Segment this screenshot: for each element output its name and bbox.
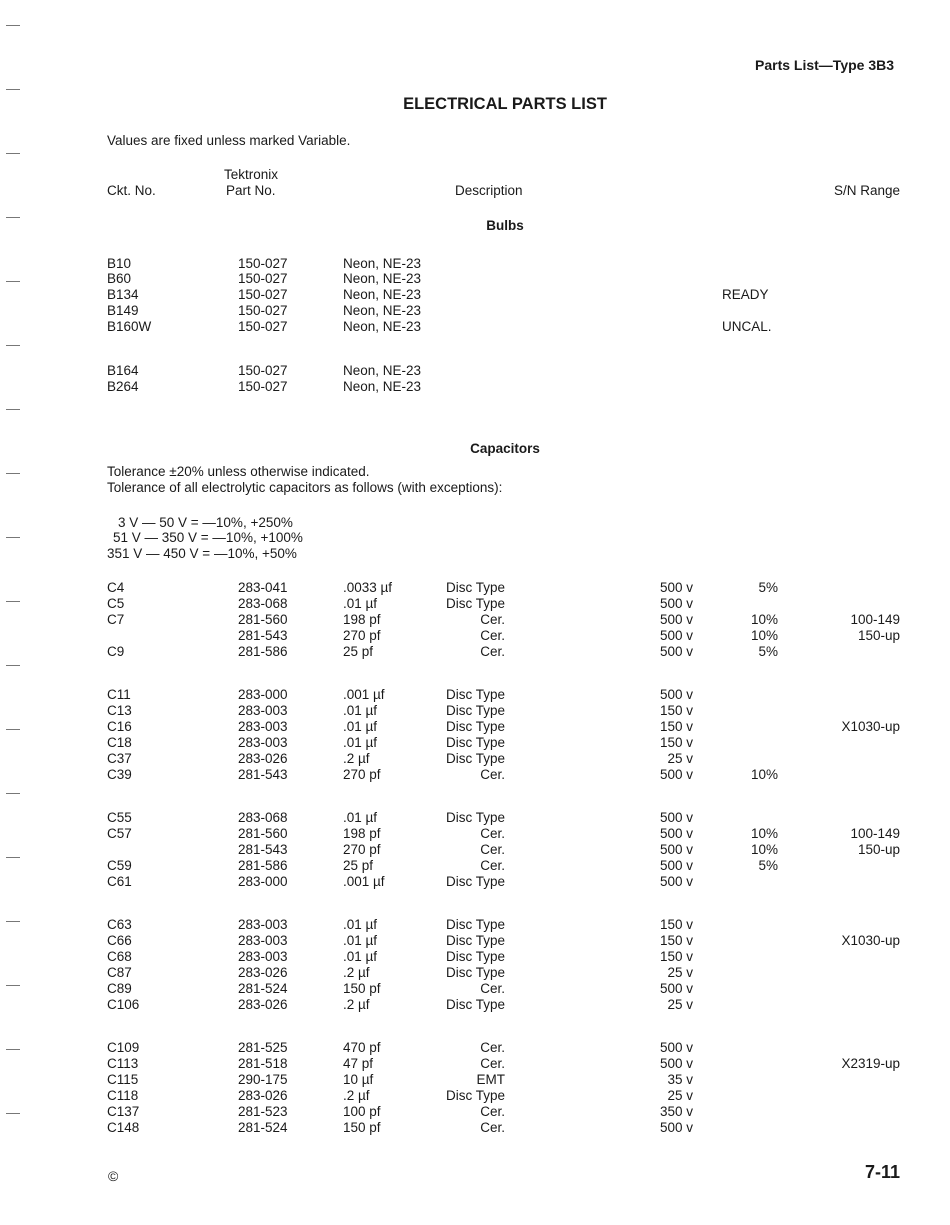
table-row <box>0 810 950 826</box>
capacitor-type: Disc Type <box>445 687 505 702</box>
ckt-number: C57 <box>107 825 132 841</box>
part-number: 283-003 <box>238 932 288 948</box>
part-number: 283-003 <box>238 718 288 734</box>
ckt-number: C109 <box>107 1040 140 1055</box>
voltage-rating: 500 v <box>659 1119 693 1135</box>
table-row <box>0 858 950 874</box>
table-row <box>0 287 950 303</box>
capacitance-value: .01 µf <box>343 718 378 734</box>
part-number: 283-026 <box>238 750 288 766</box>
table-row <box>0 319 950 335</box>
voltage-rating: 35 v <box>667 1071 693 1087</box>
indicator-label: UNCAL. <box>722 319 772 334</box>
sn-range: 100-149 <box>850 611 900 627</box>
table-row <box>0 271 950 287</box>
capacitance-value: 198 pf <box>343 825 381 841</box>
ckt-number: C61 <box>107 873 132 889</box>
capacitor-type: Disc Type <box>445 996 505 1012</box>
capacitor-type: Cer. <box>480 1103 505 1119</box>
margin-tick <box>6 345 20 346</box>
ckt-number: B164 <box>107 363 139 378</box>
capacitance-value: .01 µf <box>343 948 378 964</box>
part-number: 281-543 <box>238 627 288 643</box>
ckt-number: C137 <box>107 1103 140 1119</box>
table-row <box>0 1120 950 1136</box>
table-row <box>0 842 950 858</box>
table-row <box>0 256 950 272</box>
voltage-rating: 500 v <box>659 1055 693 1071</box>
description: Neon, NE-23 <box>343 319 422 334</box>
part-number: 281-560 <box>238 825 288 841</box>
capacitance-value: .001 µf <box>343 873 385 889</box>
capacitor-type: Disc Type <box>445 718 505 734</box>
ckt-number: C16 <box>107 718 132 734</box>
part-number: 283-003 <box>238 702 288 718</box>
part-number: 150-027 <box>238 271 288 286</box>
margin-tick <box>6 153 20 154</box>
table-row <box>0 735 950 751</box>
capacitance-value: .2 µf <box>343 1087 370 1103</box>
ckt-number: C4 <box>107 580 125 595</box>
voltage-rating: 350 v <box>659 1103 693 1119</box>
ckt-number: C39 <box>107 766 132 782</box>
voltage-rating: 500 v <box>659 980 693 996</box>
ckt-number: C63 <box>107 917 132 932</box>
ckt-number: B10 <box>107 256 132 271</box>
ckt-number: B264 <box>107 379 139 394</box>
part-number: 283-041 <box>238 580 288 595</box>
part-number: 281-524 <box>238 980 288 996</box>
ckt-number: C11 <box>107 687 131 702</box>
description: Neon, NE-23 <box>343 256 422 271</box>
part-number: 283-003 <box>238 948 288 964</box>
tolerance: 5% <box>758 643 778 659</box>
section-heading-capacitors: Capacitors <box>470 441 540 456</box>
margin-tick <box>6 537 20 538</box>
sn-range: 150-up <box>857 627 900 643</box>
col-header-sn: S/N Range <box>833 183 900 198</box>
sn-range: X2319-up <box>841 1055 900 1071</box>
capacitor-type: EMT <box>476 1071 505 1087</box>
part-number: 283-068 <box>238 595 288 611</box>
part-number: 283-003 <box>238 917 288 932</box>
electrolytic-note: Tolerance of all electrolytic capacitors as follows (with exceptions): <box>107 480 503 495</box>
part-number: 281-586 <box>238 857 288 873</box>
margin-tick <box>6 473 20 474</box>
voltage-rating: 25 v <box>667 964 693 980</box>
capacitance-value: 100 pf <box>343 1103 381 1119</box>
ckt-number: C106 <box>107 996 140 1012</box>
capacitor-type: Cer. <box>480 1055 505 1071</box>
voltage-rating: 500 v <box>659 841 693 857</box>
capacitor-type: Disc Type <box>445 750 505 766</box>
col-header-ckt: Ckt. No. <box>107 183 156 198</box>
part-number: 290-175 <box>238 1071 288 1087</box>
description: Neon, NE-23 <box>343 287 422 302</box>
capacitance-value: 198 pf <box>343 611 381 627</box>
ckt-number: C113 <box>107 1055 139 1071</box>
capacitance-value: 25 pf <box>343 643 374 659</box>
part-number: 283-000 <box>238 687 288 702</box>
description: Neon, NE-23 <box>343 271 422 286</box>
voltage-rating: 25 v <box>667 1087 693 1103</box>
voltage-rating: 500 v <box>659 873 693 889</box>
capacitor-type: Cer. <box>480 980 505 996</box>
voltage-rating: 500 v <box>659 627 693 643</box>
capacitance-value: .2 µf <box>343 750 370 766</box>
ckt-number: C9 <box>107 643 125 659</box>
capacitance-value: .01 µf <box>343 734 378 750</box>
voltage-rating: 150 v <box>659 702 693 718</box>
capacitor-type: Disc Type <box>445 595 505 611</box>
table-row <box>0 628 950 644</box>
voltage-rating: 150 v <box>659 734 693 750</box>
part-number: 150-027 <box>238 303 288 318</box>
ckt-number: C118 <box>107 1087 139 1103</box>
sn-range: 150-up <box>857 841 900 857</box>
capacitor-type: Disc Type <box>445 702 505 718</box>
capacitance-value: 150 pf <box>343 980 381 996</box>
voltage-rating: 150 v <box>659 932 693 948</box>
part-number: 150-027 <box>238 319 288 334</box>
capacitor-type: Cer. <box>480 857 505 873</box>
table-row <box>0 703 950 719</box>
capacitance-value: 270 pf <box>343 841 381 857</box>
part-number: 283-000 <box>238 873 288 889</box>
part-number: 281-524 <box>238 1119 288 1135</box>
voltage-rating: 500 v <box>659 810 693 825</box>
capacitance-value: 150 pf <box>343 1119 381 1135</box>
part-number: 283-026 <box>238 964 288 980</box>
voltage-rating: 500 v <box>659 687 693 702</box>
part-number: 150-027 <box>238 256 288 271</box>
capacitor-type: Cer. <box>480 611 505 627</box>
capacitance-value: 270 pf <box>343 766 381 782</box>
table-row <box>0 874 950 890</box>
table-row <box>0 363 950 379</box>
tolerance-note: Tolerance ±20% unless otherwise indicated. <box>107 464 370 479</box>
part-number: 281-525 <box>238 1040 288 1055</box>
capacitor-type: Disc Type <box>445 917 505 932</box>
capacitor-type: Disc Type <box>445 932 505 948</box>
voltage-rating: 150 v <box>659 718 693 734</box>
capacitance-value: 10 µf <box>343 1071 374 1087</box>
capacitor-type: Cer. <box>480 1040 505 1055</box>
table-row <box>0 965 950 981</box>
table-row <box>0 1072 950 1088</box>
copyright-symbol: © <box>108 1168 119 1184</box>
table-row <box>0 1056 950 1072</box>
capacitance-value: .01 µf <box>343 810 378 825</box>
table-row <box>0 1104 950 1120</box>
ckt-number: B60 <box>107 271 132 286</box>
ckt-number: B160W <box>107 319 152 334</box>
capacitor-type: Cer. <box>480 841 505 857</box>
description: Neon, NE-23 <box>343 303 422 318</box>
tolerance: 10% <box>750 841 778 857</box>
capacitance-value: 270 pf <box>343 627 381 643</box>
description: Neon, NE-23 <box>343 379 422 394</box>
table-row <box>0 826 950 842</box>
capacitance-value: .01 µf <box>343 595 378 611</box>
voltage-rating: 500 v <box>659 825 693 841</box>
margin-tick <box>6 89 20 90</box>
part-number: 150-027 <box>238 379 288 394</box>
col-header-part-bottom: Part No. <box>226 183 276 198</box>
ckt-number: C115 <box>107 1071 139 1087</box>
col-header-description: Description <box>455 183 523 198</box>
table-row <box>0 596 950 612</box>
indicator-label: READY <box>722 287 769 302</box>
table-row <box>0 1040 950 1056</box>
table-row <box>0 303 950 319</box>
table-row <box>0 917 950 933</box>
table-row <box>0 644 950 660</box>
ckt-number: C66 <box>107 932 132 948</box>
page-title: ELECTRICAL PARTS LIST <box>403 95 607 113</box>
part-number: 281-518 <box>238 1055 288 1071</box>
ckt-number: C59 <box>107 857 132 873</box>
ckt-number: C68 <box>107 948 132 964</box>
values-note: Values are fixed unless marked Variable. <box>107 133 351 148</box>
capacitor-type: Cer. <box>480 825 505 841</box>
table-row <box>0 687 950 703</box>
capacitor-type: Disc Type <box>445 810 505 825</box>
capacitance-value: .0033 µf <box>343 580 393 595</box>
capacitance-value: 470 pf <box>343 1040 381 1055</box>
ckt-number: C87 <box>107 964 132 980</box>
tolerance: 5% <box>758 580 778 595</box>
description: Neon, NE-23 <box>343 363 422 378</box>
ckt-number: B134 <box>107 287 139 302</box>
voltage-rating: 500 v <box>659 580 693 595</box>
voltage-rating: 500 v <box>659 857 693 873</box>
capacitance-value: 25 pf <box>343 857 374 873</box>
voltage-rating: 25 v <box>667 996 693 1012</box>
capacitor-type: Cer. <box>480 643 505 659</box>
ckt-number: C55 <box>107 810 132 825</box>
part-number: 281-543 <box>238 766 288 782</box>
table-row <box>0 981 950 997</box>
sn-range: X1030-up <box>841 932 900 948</box>
table-row <box>0 719 950 735</box>
capacitor-type: Disc Type <box>445 948 505 964</box>
capacitance-value: .2 µf <box>343 964 370 980</box>
tolerance: 10% <box>750 611 778 627</box>
part-number: 150-027 <box>238 287 288 302</box>
table-row <box>0 580 950 596</box>
part-number: 281-523 <box>238 1103 288 1119</box>
page-number: 7-11 <box>864 1162 900 1182</box>
capacitor-type: Disc Type <box>445 1087 505 1103</box>
part-number: 281-586 <box>238 643 288 659</box>
table-row <box>0 933 950 949</box>
ckt-number: B149 <box>107 303 139 318</box>
part-number: 281-560 <box>238 611 288 627</box>
ckt-number: C13 <box>107 702 132 718</box>
ckt-number: C89 <box>107 980 132 996</box>
capacitance-value: .2 µf <box>343 996 370 1012</box>
tolerance: 5% <box>758 857 778 873</box>
capacitance-value: .01 µf <box>343 702 378 718</box>
table-row <box>0 949 950 965</box>
table-row <box>0 379 950 395</box>
voltage-rating: 150 v <box>659 917 693 932</box>
part-number: 283-068 <box>238 810 288 825</box>
col-header-part-top: Tektronix <box>224 167 279 182</box>
electrolytic-tolerance: 3 V — 50 V = —10%, +250% <box>118 515 293 530</box>
electrolytic-tolerance: 51 V — 350 V = —10%, +100% <box>113 530 303 545</box>
capacitance-value: 47 pf <box>343 1055 374 1071</box>
voltage-rating: 500 v <box>659 611 693 627</box>
voltage-rating: 500 v <box>659 595 693 611</box>
sn-range: 100-149 <box>850 825 900 841</box>
ckt-number: C18 <box>107 734 132 750</box>
table-row <box>0 751 950 767</box>
section-heading-bulbs: Bulbs <box>486 218 524 233</box>
table-row <box>0 767 950 783</box>
margin-tick <box>6 665 20 666</box>
margin-tick <box>6 409 20 410</box>
part-number: 283-026 <box>238 1087 288 1103</box>
capacitor-type: Cer. <box>480 627 505 643</box>
capacitor-type: Cer. <box>480 766 505 782</box>
voltage-rating: 500 v <box>659 766 693 782</box>
margin-tick <box>6 793 20 794</box>
table-row <box>0 1088 950 1104</box>
voltage-rating: 500 v <box>659 1040 693 1055</box>
sn-range: X1030-up <box>841 718 900 734</box>
part-number: 283-003 <box>238 734 288 750</box>
capacitance-value: .001 µf <box>343 687 385 702</box>
ckt-number: C37 <box>107 750 132 766</box>
capacitor-type: Disc Type <box>445 580 505 595</box>
electrolytic-tolerance: 351 V — 450 V = —10%, +50% <box>107 546 297 561</box>
capacitor-type: Disc Type <box>445 873 505 889</box>
margin-tick <box>6 25 20 26</box>
capacitor-type: Disc Type <box>445 964 505 980</box>
voltage-rating: 25 v <box>667 750 693 766</box>
tolerance: 10% <box>750 766 778 782</box>
table-row <box>0 997 950 1013</box>
ckt-number: C5 <box>107 595 125 611</box>
capacitance-value: .01 µf <box>343 917 378 932</box>
capacitor-type: Disc Type <box>445 734 505 750</box>
voltage-rating: 150 v <box>659 948 693 964</box>
part-number: 283-026 <box>238 996 288 1012</box>
tolerance: 10% <box>750 627 778 643</box>
capacitor-type: Cer. <box>480 1119 505 1135</box>
voltage-rating: 500 v <box>659 643 693 659</box>
running-title: Parts List—Type 3B3 <box>755 57 895 73</box>
tolerance: 10% <box>750 825 778 841</box>
ckt-number: C148 <box>107 1119 140 1135</box>
ckt-number: C7 <box>107 611 125 627</box>
table-row <box>0 612 950 628</box>
part-number: 150-027 <box>238 363 288 378</box>
capacitance-value: .01 µf <box>343 932 378 948</box>
part-number: 281-543 <box>238 841 288 857</box>
